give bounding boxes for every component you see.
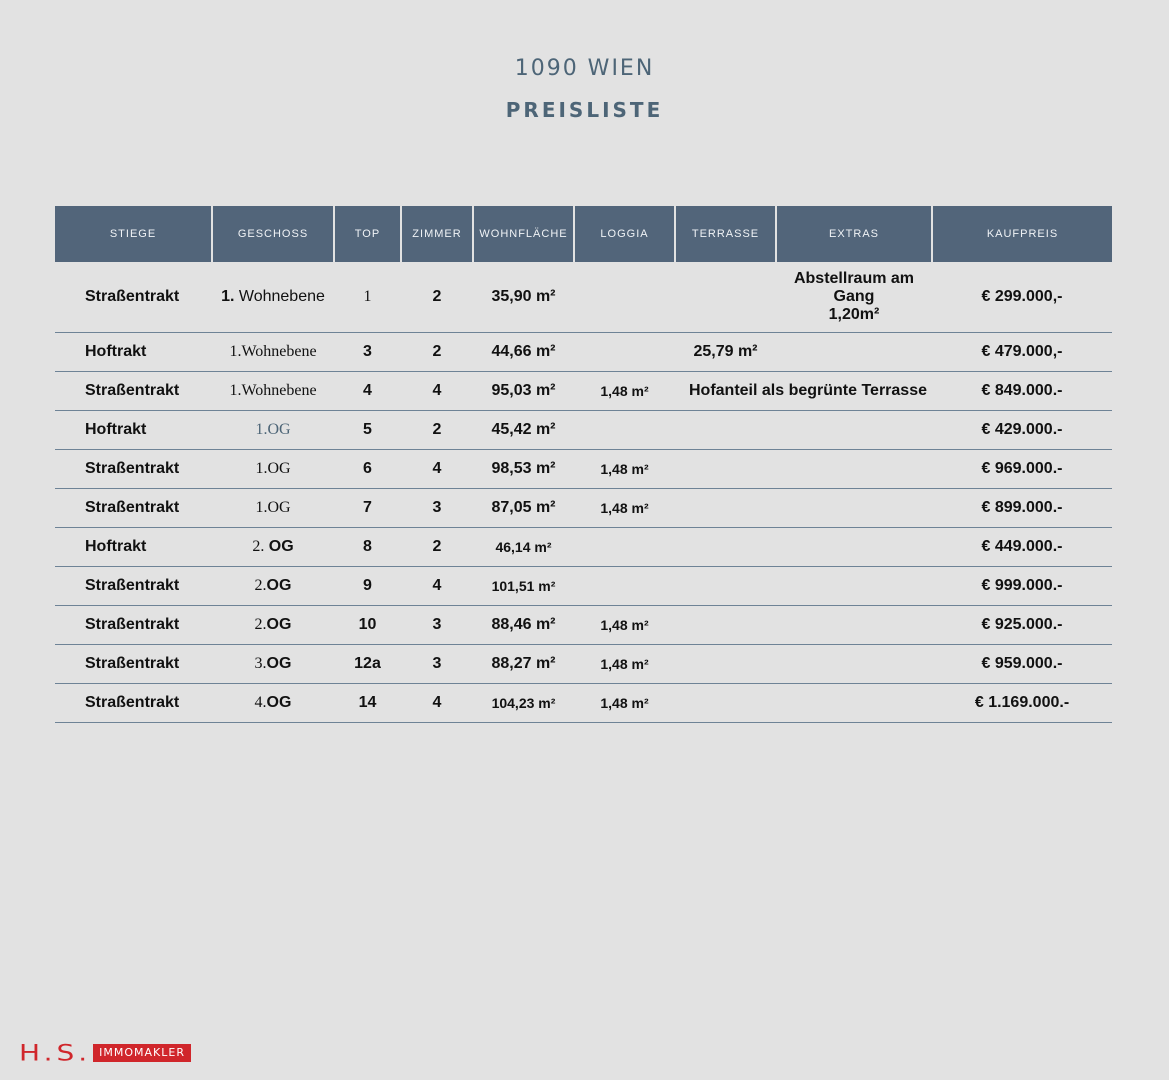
- cell-top: 1: [334, 262, 401, 333]
- cell-zimmer: 2: [401, 411, 473, 450]
- cell-loggia: 1,48 m²: [574, 645, 675, 684]
- col-header-geschoss: GESCHOSS: [212, 206, 334, 262]
- geschoss-label: OG: [266, 616, 292, 633]
- cell-stiege: Straßentrakt: [55, 489, 212, 528]
- geschoss-number: 2.: [254, 616, 267, 633]
- company-logo: [19, 1040, 191, 1066]
- table-row: [55, 606, 1112, 645]
- cell-wohnflaeche: 88,46 m²: [473, 606, 574, 645]
- col-header-kaufpreis: KAUFPREIS: [932, 206, 1112, 262]
- cell-extras: [776, 528, 932, 567]
- cell-wohnflaeche: 101,51 m²: [473, 567, 574, 606]
- cell-kaufpreis: € 1.169.000.-: [932, 684, 1112, 723]
- cell-extras: [776, 606, 932, 645]
- cell-top: 3: [334, 333, 401, 372]
- cell-loggia: 1,48 m²: [574, 606, 675, 645]
- cell-top: 7: [334, 489, 401, 528]
- cell-kaufpreis: € 899.000.-: [932, 489, 1112, 528]
- cell-top: 5: [334, 411, 401, 450]
- logo-mark: H.S.: [19, 1040, 92, 1066]
- cell-extras: [776, 411, 932, 450]
- cell-wohnflaeche: 95,03 m²: [473, 372, 574, 411]
- cell-stiege: Straßentrakt: [55, 684, 212, 723]
- cell-geschoss: [212, 684, 334, 723]
- cell-terrasse: [675, 489, 776, 528]
- cell-kaufpreis: € 999.000.-: [932, 567, 1112, 606]
- cell-zimmer: 4: [401, 450, 473, 489]
- col-header-stiege: STIEGE: [55, 206, 212, 262]
- cell-extras: [776, 262, 932, 333]
- cell-terrasse-extras: Hofanteil als begrünte Terrasse: [675, 372, 932, 411]
- cell-zimmer: 2: [401, 333, 473, 372]
- geschoss-label: OG: [266, 694, 292, 711]
- cell-stiege: Straßentrakt: [55, 372, 212, 411]
- cell-terrasse: [675, 645, 776, 684]
- page-city: 1090 WIEN: [514, 56, 655, 81]
- geschoss-label: OG: [266, 655, 292, 672]
- cell-terrasse: [675, 606, 776, 645]
- geschoss-label: OG: [266, 577, 292, 594]
- cell-stiege: Straßentrakt: [55, 606, 212, 645]
- cell-stiege: Straßentrakt: [55, 567, 212, 606]
- cell-terrasse: [675, 684, 776, 723]
- cell-top: 14: [334, 684, 401, 723]
- cell-zimmer: 4: [401, 372, 473, 411]
- table-row: [55, 372, 1112, 411]
- cell-zimmer: 4: [401, 567, 473, 606]
- cell-loggia: [574, 528, 675, 567]
- table-header-row: [55, 206, 1112, 262]
- cell-terrasse: [675, 450, 776, 489]
- cell-loggia: 1,48 m²: [574, 450, 675, 489]
- cell-stiege: Hoftrakt: [55, 333, 212, 372]
- logo-badge: IMMOMAKLER: [93, 1044, 191, 1062]
- col-header-terrasse: TERRASSE: [675, 206, 776, 262]
- cell-zimmer: 2: [401, 262, 473, 333]
- cell-wohnflaeche: 104,23 m²: [473, 684, 574, 723]
- cell-top: 10: [334, 606, 401, 645]
- table-row: [55, 411, 1112, 450]
- cell-terrasse: 25,79 m²: [675, 333, 776, 372]
- geschoss-number: 1.: [221, 288, 235, 305]
- cell-kaufpreis: € 479.000,-: [932, 333, 1112, 372]
- geschoss-number: 4.: [254, 694, 267, 711]
- geschoss-label: OG: [268, 538, 294, 555]
- cell-geschoss: 1.Wohnebene: [212, 333, 334, 372]
- cell-geschoss: 1.Wohnebene: [212, 372, 334, 411]
- col-header-top: TOP: [334, 206, 401, 262]
- table-row: [55, 450, 1112, 489]
- cell-wohnflaeche: 35,90 m²: [473, 262, 574, 333]
- geschoss-number: 2.: [252, 538, 265, 555]
- cell-kaufpreis: € 969.000.-: [932, 450, 1112, 489]
- cell-wohnflaeche: 88,27 m²: [473, 645, 574, 684]
- cell-zimmer: 2: [401, 528, 473, 567]
- cell-loggia: [574, 411, 675, 450]
- cell-geschoss: 1.OG: [212, 489, 334, 528]
- cell-kaufpreis: € 429.000.-: [932, 411, 1112, 450]
- col-header-loggia: LOGGIA: [574, 206, 675, 262]
- cell-loggia: 1,48 m²: [574, 684, 675, 723]
- cell-stiege: Straßentrakt: [55, 645, 212, 684]
- cell-geschoss: [212, 606, 334, 645]
- table-row: [55, 684, 1112, 723]
- cell-wohnflaeche: 45,42 m²: [473, 411, 574, 450]
- extras-line: 1,20m²: [828, 306, 880, 323]
- table-row: [55, 567, 1112, 606]
- cell-geschoss: [212, 528, 334, 567]
- cell-terrasse: [675, 567, 776, 606]
- cell-loggia: 1,48 m²: [574, 372, 675, 411]
- table-row: [55, 489, 1112, 528]
- cell-zimmer: 3: [401, 606, 473, 645]
- cell-wohnflaeche: 98,53 m²: [473, 450, 574, 489]
- cell-zimmer: 3: [401, 645, 473, 684]
- cell-extras: [776, 333, 932, 372]
- cell-extras: [776, 684, 932, 723]
- cell-kaufpreis: € 299.000,-: [932, 262, 1112, 333]
- extras-line: Abstellraum am: [793, 270, 915, 287]
- cell-geschoss: 1.OG: [212, 450, 334, 489]
- table-row: [55, 528, 1112, 567]
- cell-kaufpreis: € 449.000.-: [932, 528, 1112, 567]
- cell-top: 12a: [334, 645, 401, 684]
- table-row: [55, 262, 1112, 333]
- extras-line: Gang: [833, 288, 875, 305]
- cell-kaufpreis: € 959.000.-: [932, 645, 1112, 684]
- geschoss-number: 2.: [254, 577, 267, 594]
- cell-terrasse: [675, 262, 776, 333]
- cell-extras: [776, 567, 932, 606]
- price-table: [55, 206, 1112, 723]
- cell-wohnflaeche: 87,05 m²: [473, 489, 574, 528]
- col-header-zimmer: ZIMMER: [401, 206, 473, 262]
- page-title: PREISLISTE: [505, 98, 664, 122]
- cell-wohnflaeche: 46,14 m²: [473, 528, 574, 567]
- cell-loggia: 1,48 m²: [574, 489, 675, 528]
- cell-top: 9: [334, 567, 401, 606]
- cell-geschoss: [212, 567, 334, 606]
- cell-top: 4: [334, 372, 401, 411]
- cell-stiege: Hoftrakt: [55, 411, 212, 450]
- cell-top: 6: [334, 450, 401, 489]
- cell-extras: [776, 489, 932, 528]
- cell-geschoss: [212, 262, 334, 333]
- cell-wohnflaeche: 44,66 m²: [473, 333, 574, 372]
- geschoss-label: Wohnebene: [238, 288, 325, 305]
- cell-geschoss: [212, 645, 334, 684]
- cell-kaufpreis: € 849.000.-: [932, 372, 1112, 411]
- cell-stiege: Straßentrakt: [55, 262, 212, 333]
- geschoss-number: 3.: [254, 655, 267, 672]
- cell-top: 8: [334, 528, 401, 567]
- cell-zimmer: 3: [401, 489, 473, 528]
- cell-terrasse: [675, 411, 776, 450]
- cell-geschoss: 1.OG: [212, 411, 334, 450]
- cell-zimmer: 4: [401, 684, 473, 723]
- col-header-extras: EXTRAS: [776, 206, 932, 262]
- col-header-wohnflaeche: WOHNFLÄCHE: [473, 206, 574, 262]
- cell-loggia: [574, 262, 675, 333]
- cell-loggia: [574, 567, 675, 606]
- cell-loggia: [574, 333, 675, 372]
- cell-terrasse: [675, 528, 776, 567]
- cell-stiege: Straßentrakt: [55, 450, 212, 489]
- cell-extras: [776, 645, 932, 684]
- table-row: [55, 645, 1112, 684]
- table-row: [55, 333, 1112, 372]
- cell-extras: [776, 450, 932, 489]
- cell-kaufpreis: € 925.000.-: [932, 606, 1112, 645]
- cell-stiege: Hoftrakt: [55, 528, 212, 567]
